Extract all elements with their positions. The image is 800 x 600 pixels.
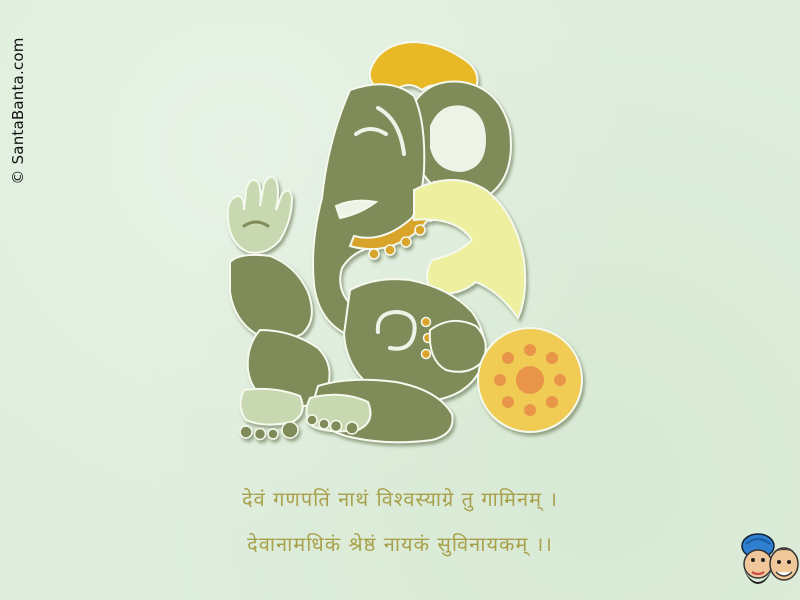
inner-ear xyxy=(430,105,486,172)
arm xyxy=(230,255,312,340)
modak xyxy=(478,328,582,432)
santa-face xyxy=(742,534,774,584)
raised-hand xyxy=(228,177,292,253)
banta-face xyxy=(770,548,798,580)
left-foot xyxy=(240,389,302,425)
santabanta-mascot-logo xyxy=(738,530,800,600)
copyright-watermark xyxy=(4,12,26,212)
watermark-text: © SantaBanta.com xyxy=(9,37,27,185)
ganesha-illustration xyxy=(200,30,600,450)
lower-hand xyxy=(430,321,486,372)
verse-line-1: देवं गणपतिं नाथं विश्वस्याग्रे तु गामिनम् । xyxy=(242,487,558,511)
verse-line-2: देवानामधिकं श्रेष्ठं नायकं सुविनायकम् ।। xyxy=(247,532,553,556)
